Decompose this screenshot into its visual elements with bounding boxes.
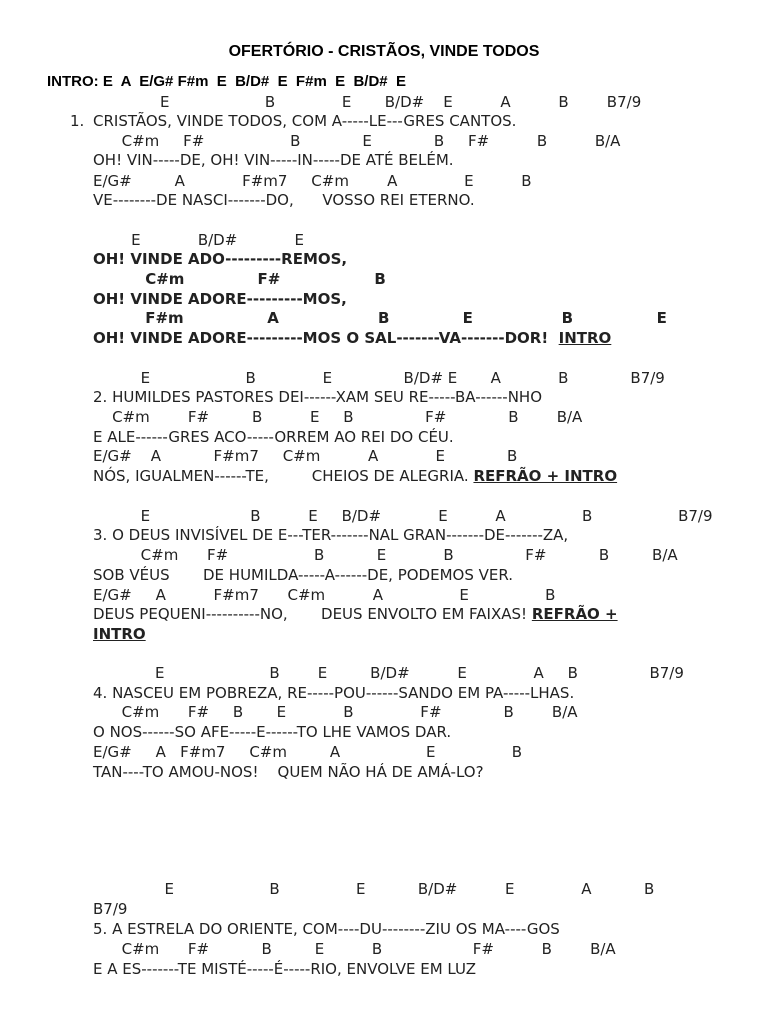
lyric-line: SOB VÉUS DE HUMILDA-----A------DE, PODEMOS VER. <box>93 566 514 584</box>
chorus-text: OH! VINDE ADORE---------MOS O SAL-------VA-------DOR! <box>93 329 549 347</box>
chorus-line <box>93 329 611 347</box>
chord-line: F#m A B E B E <box>93 309 667 327</box>
chord-line: B7/9 <box>93 900 128 918</box>
chord-line: C#m F# B E B F# B B/A <box>93 546 678 564</box>
lyric-line <box>93 467 617 485</box>
chord-line: E/G# A F#m7 C#m A E B <box>93 743 523 761</box>
chorus-line: OH! VINDE ADO---------REMOS, <box>93 250 348 268</box>
lyric-line: OH! VIN-----DE, OH! VIN-----IN-----DE ATÉ BELÉM. <box>93 151 454 169</box>
intro-tag: INTRO <box>93 625 146 643</box>
chord-line: E B/D# E <box>93 231 304 249</box>
chord-line: E B E B/D# E A B B7/9 <box>93 664 684 682</box>
lyric-line: 3. O DEUS INVISÍVEL DE E---TER-------NAL GRAN-------DE-------ZA, <box>93 526 569 544</box>
refrao-tag: REFRÃO + <box>531 605 618 623</box>
chord-line: C#m F# B E B F# B B/A <box>93 408 583 426</box>
chord-line: E/G# A F#m7 C#m A E B <box>93 586 556 604</box>
intro-chords: INTRO: E A E/G# F#m E B/D# E F#m E B/D# E <box>47 73 406 90</box>
chord-line: C#m F# B <box>93 270 386 288</box>
chord-line: E/G# A F#m7 C#m A E B <box>93 447 518 465</box>
verse-number: 1. <box>70 112 85 130</box>
chord-line: C#m F# B E B F# B B/A <box>93 132 621 150</box>
lyric-line: CRISTÃOS, VINDE TODOS, COM A-----LE---GRES CANTOS. <box>93 112 517 130</box>
chord-line: E B E B/D# E A B B7/9 <box>93 507 713 525</box>
lyric-text: DEUS PEQUENI----------NO, DEUS ENVOLTO EM FAIXAS! <box>93 605 528 623</box>
lyric-line: 2. HUMILDES PASTORES DEI------XAM SEU RE-----BA------NHO <box>93 388 543 406</box>
page-title: OFERTÓRIO - CRISTÃOS, VINDE TODOS <box>228 43 540 60</box>
chorus-line: OH! VINDE ADORE---------MOS, <box>93 290 347 308</box>
lyric-line: VE--------DE NASCI-------DO, VOSSO REI ETERNO. <box>93 191 475 209</box>
lyric-line: E A ES-------TE MISTÉ-----É-----RIO, ENVOLVE EM LUZ <box>93 960 477 978</box>
chord-line: E B E B/D# E A B <box>93 880 655 898</box>
lyric-line: TAN----TO AMOU-NOS! QUEM NÃO HÁ DE AMÁ-LO? <box>93 763 484 781</box>
chord-line: E B E B/D# E A B B7/9 <box>93 369 665 387</box>
lyric-line: O NOS------SO AFE-----E------TO LHE VAMOS DAR. <box>93 723 452 741</box>
chord-line: E/G# A F#m7 C#m A E B <box>93 172 532 190</box>
chord-line: C#m F# B E B F# B B/A <box>93 703 578 721</box>
lyric-line: 5. A ESTRELA DO ORIENTE, COM----DU--------ZIU OS MA----GOS <box>93 920 560 938</box>
chord-line: E B E B/D# E A B B7/9 <box>160 93 642 111</box>
lyric-text: NÓS, IGUALMEN------TE, CHEIOS DE ALEGRIA. <box>93 467 469 485</box>
refrao-intro-tag: REFRÃO + INTRO <box>473 467 618 485</box>
intro-tag: INTRO <box>558 329 612 347</box>
lyric-line: 4. NASCEU EM POBREZA, RE-----POU------SANDO EM PA-----LHAS. <box>93 684 575 702</box>
chord-line: C#m F# B E B F# B B/A <box>93 940 616 958</box>
lyric-line: E ALE------GRES ACO-----ORREM AO REI DO CÉU. <box>93 428 454 446</box>
lyric-line <box>93 605 618 623</box>
